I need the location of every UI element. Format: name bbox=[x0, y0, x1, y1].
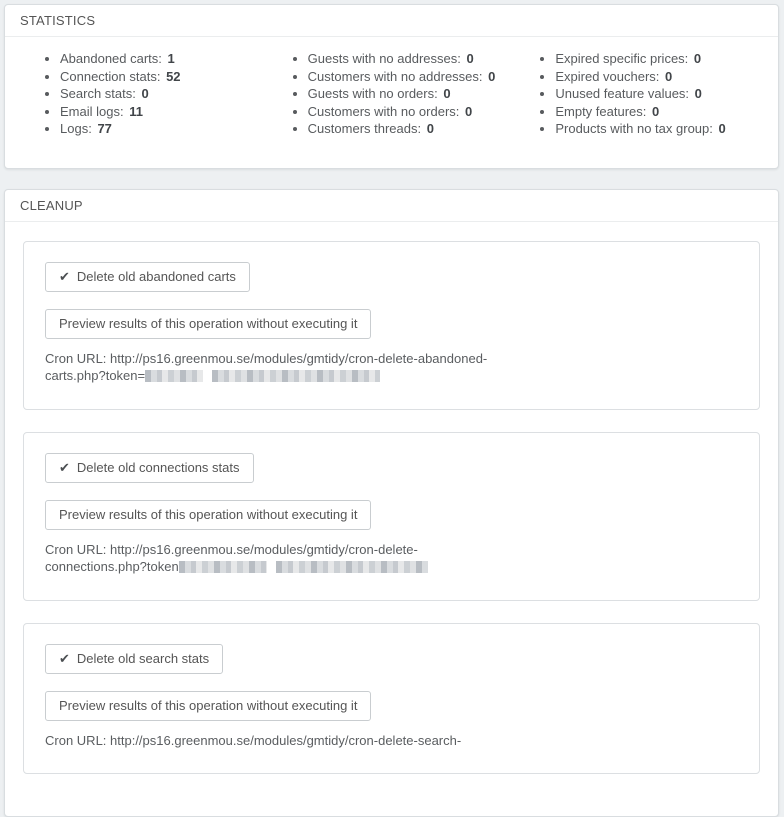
stat-item: • Customers with no orders: 0 bbox=[308, 103, 516, 121]
stat-value: 0 bbox=[443, 86, 450, 101]
stat-item: • Search stats: 0 bbox=[60, 85, 268, 103]
stat-value: 11 bbox=[129, 104, 143, 119]
stat-item: • Unused feature values: 0 bbox=[555, 85, 763, 103]
delete-button-label: Delete old connections stats bbox=[77, 460, 240, 475]
cleanup-card-search-stats bbox=[23, 623, 760, 775]
redacted-token bbox=[212, 370, 380, 382]
check-icon: ✔ bbox=[59, 651, 70, 667]
cleanup-body bbox=[5, 222, 778, 817]
statistics-panel-title: STATISTICS bbox=[5, 5, 778, 37]
stat-value: 0 bbox=[427, 121, 434, 136]
check-icon: ✔ bbox=[59, 269, 70, 285]
stat-item: • Guests with no orders: 0 bbox=[308, 85, 516, 103]
statistics-column-1 bbox=[20, 50, 268, 138]
stat-value: 0 bbox=[694, 51, 701, 66]
stat-item: • Email logs: 11 bbox=[60, 103, 268, 121]
preview-abandoned-carts-button[interactable]: Preview results of this operation without executing it bbox=[45, 309, 371, 339]
stat-value: 0 bbox=[665, 69, 672, 84]
delete-search-stats-button[interactable] bbox=[45, 644, 223, 674]
stat-item: • Products with no tax group: 0 bbox=[555, 120, 763, 138]
cron-url-abandoned-carts: Cron URL: http://ps16.greenmou.se/modules/gmtidy/cron-delete-abandoned- carts.php?token= bbox=[45, 350, 738, 385]
stat-value: 1 bbox=[168, 51, 175, 66]
stat-value: 0 bbox=[652, 104, 659, 119]
preview-search-stats-button[interactable]: Preview results of this operation without executing it bbox=[45, 691, 371, 721]
statistics-column-3 bbox=[515, 50, 763, 138]
stat-value: 0 bbox=[488, 69, 495, 84]
stat-item: • Expired specific prices: 0 bbox=[555, 50, 763, 68]
stat-value: 0 bbox=[465, 104, 472, 119]
stat-item: • Connection stats: 52 bbox=[60, 68, 268, 86]
stat-item: • Guests with no addresses: 0 bbox=[308, 50, 516, 68]
stat-item: • Customers threads: 0 bbox=[308, 120, 516, 138]
stat-value: 77 bbox=[97, 121, 111, 136]
stat-item: • Expired vouchers: 0 bbox=[555, 68, 763, 86]
redacted-token bbox=[145, 370, 203, 382]
cleanup-card-abandoned-carts bbox=[23, 241, 760, 410]
redacted-token bbox=[276, 561, 428, 573]
stat-value: 0 bbox=[719, 121, 726, 136]
stat-value: 0 bbox=[467, 51, 474, 66]
stat-item: • Customers with no addresses: 0 bbox=[308, 68, 516, 86]
check-icon: ✔ bbox=[59, 460, 70, 476]
stat-value: 0 bbox=[695, 86, 702, 101]
cleanup-panel-title: CLEANUP bbox=[5, 190, 778, 222]
redacted-token bbox=[179, 561, 267, 573]
cleanup-card-connections-stats bbox=[23, 432, 760, 601]
stat-item: • Logs: 77 bbox=[60, 120, 268, 138]
cron-url-search-stats: Cron URL: http://ps16.greenmou.se/modules/gmtidy/cron-delete-search- bbox=[45, 732, 738, 750]
stat-item: • Abandoned carts: 1 bbox=[60, 50, 268, 68]
delete-connections-stats-button[interactable] bbox=[45, 453, 254, 483]
delete-abandoned-carts-button[interactable] bbox=[45, 262, 250, 292]
stat-value: 52 bbox=[166, 69, 180, 84]
stat-item: • Empty features: 0 bbox=[555, 103, 763, 121]
delete-button-label: Delete old abandoned carts bbox=[77, 269, 236, 284]
preview-connections-stats-button[interactable]: Preview results of this operation without executing it bbox=[45, 500, 371, 530]
statistics-column-2 bbox=[268, 50, 516, 138]
cleanup-panel bbox=[4, 189, 779, 817]
stat-value: 0 bbox=[142, 86, 149, 101]
statistics-panel bbox=[4, 4, 779, 169]
cron-url-connections-stats: Cron URL: http://ps16.greenmou.se/modules/gmtidy/cron-delete- connections.php?token bbox=[45, 541, 738, 576]
delete-button-label: Delete old search stats bbox=[77, 651, 209, 666]
statistics-body bbox=[5, 37, 778, 168]
